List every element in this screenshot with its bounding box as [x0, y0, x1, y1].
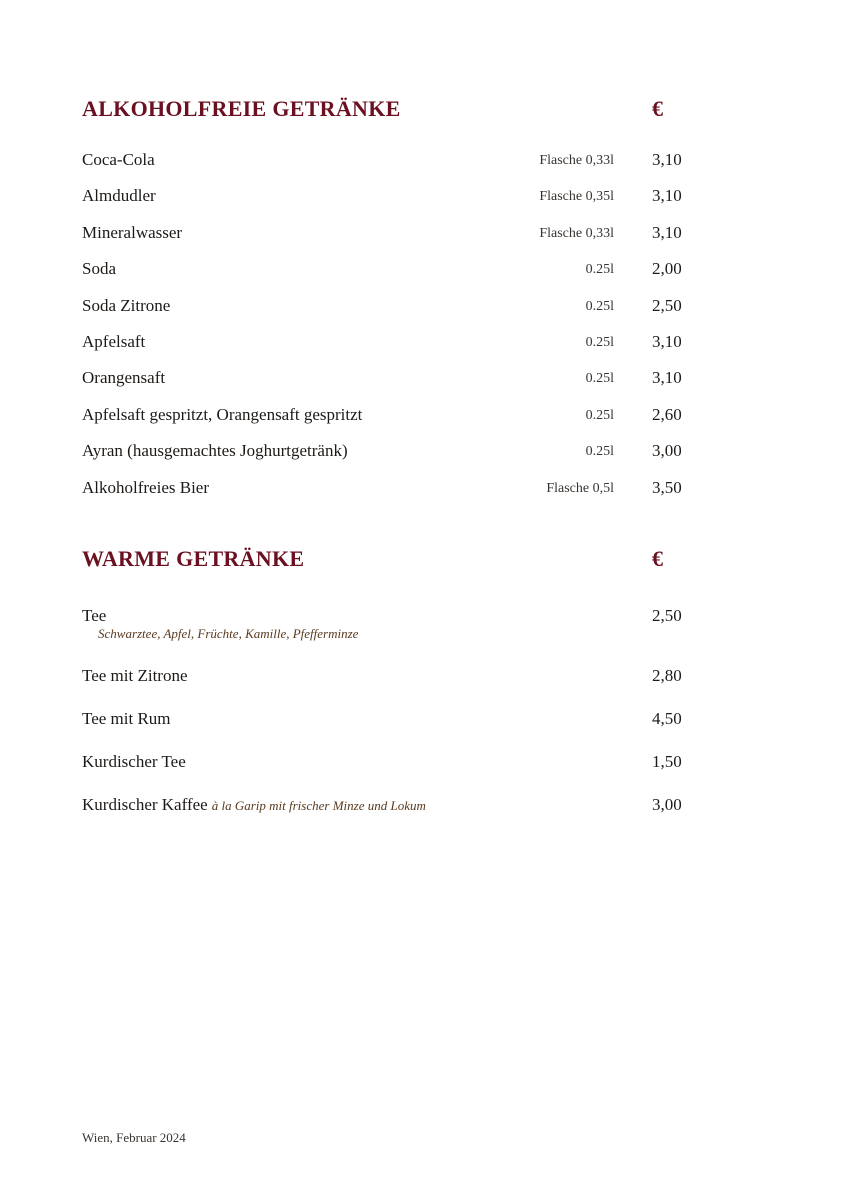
item-price: 2,00: [652, 259, 682, 278]
item-name: Apfelsaft gespritzt, Orangensaft gespritzt: [82, 405, 363, 424]
menu-item: [82, 186, 686, 210]
item-size: 0.25l: [585, 299, 614, 314]
item-name: Tee mit Rum: [82, 709, 171, 728]
item-note: à la Garip mit frischer Minze und Lokum: [211, 798, 426, 813]
menu-item: [82, 259, 686, 283]
section-title-warm-drinks: WARME GETRÄNKE: [82, 546, 305, 571]
menu-item: [82, 478, 686, 502]
item-size: Flasche 0,33l: [539, 226, 614, 241]
item-size: Flasche 0,5l: [546, 481, 614, 496]
item-price: 3,50: [652, 478, 682, 497]
menu-item: [82, 441, 686, 465]
menu-item: [82, 223, 686, 247]
item-price: 3,10: [652, 368, 682, 387]
section-title-cold-drinks: ALKOHOLFREIE GETRÄNKE: [82, 96, 401, 121]
item-size: Flasche 0,35l: [539, 189, 614, 204]
item-name: Mineralwasser: [82, 223, 183, 242]
item-name: Orangensaft: [82, 368, 166, 387]
item-size: 0.25l: [585, 408, 614, 423]
item-price: 3,10: [652, 150, 682, 169]
menu-item: [82, 150, 686, 174]
footer-date: Wien, Februar 2024: [82, 1130, 186, 1145]
item-name: Kurdischer Kaffee: [82, 795, 208, 814]
item-price: 3,00: [652, 795, 682, 814]
item-size: Flasche 0,33l: [539, 153, 614, 168]
item-name: Tee mit Zitrone: [82, 666, 188, 685]
menu-item: [82, 795, 686, 819]
menu-item: [82, 405, 686, 429]
item-price: 4,50: [652, 709, 682, 728]
item-price: 3,10: [652, 223, 682, 242]
menu-item: [82, 332, 686, 356]
currency-symbol-cold: €: [652, 96, 663, 121]
item-name: Apfelsaft: [82, 332, 146, 351]
item-price: 2,50: [652, 606, 682, 625]
menu-item: [82, 368, 686, 392]
item-size: 0.25l: [585, 262, 614, 277]
item-name: Soda: [82, 259, 116, 278]
menu-item: [82, 666, 686, 690]
item-size: 0.25l: [585, 371, 614, 386]
item-price: 2,60: [652, 405, 682, 424]
item-name: Kurdischer Tee: [82, 752, 186, 771]
item-name: Coca-Cola: [82, 150, 155, 169]
menu-item: [82, 752, 686, 776]
item-price: 3,10: [652, 332, 682, 351]
menu-item: [82, 709, 686, 733]
item-price: 2,50: [652, 296, 682, 315]
item-size: 0.25l: [585, 444, 614, 459]
menu-item: [82, 296, 686, 320]
item-name: Alkoholfreies Bier: [82, 478, 209, 497]
item-size: 0.25l: [585, 335, 614, 350]
item-name: Ayran (hausgemachtes Joghurtgetränk): [82, 441, 348, 460]
item-price: 3,00: [652, 441, 682, 460]
item-note: Schwarztee, Apfel, Früchte, Kamille, Pfefferminze: [98, 626, 359, 641]
item-name: Almdudler: [82, 186, 156, 205]
item-name-with-note: [82, 795, 426, 815]
item-price: 1,50: [652, 752, 682, 771]
item-price: 2,80: [652, 666, 682, 685]
item-name: Soda Zitrone: [82, 296, 171, 315]
item-price: 3,10: [652, 186, 682, 205]
currency-symbol-warm: €: [652, 546, 663, 571]
item-name: Tee: [82, 606, 107, 625]
menu-item: [82, 606, 686, 646]
